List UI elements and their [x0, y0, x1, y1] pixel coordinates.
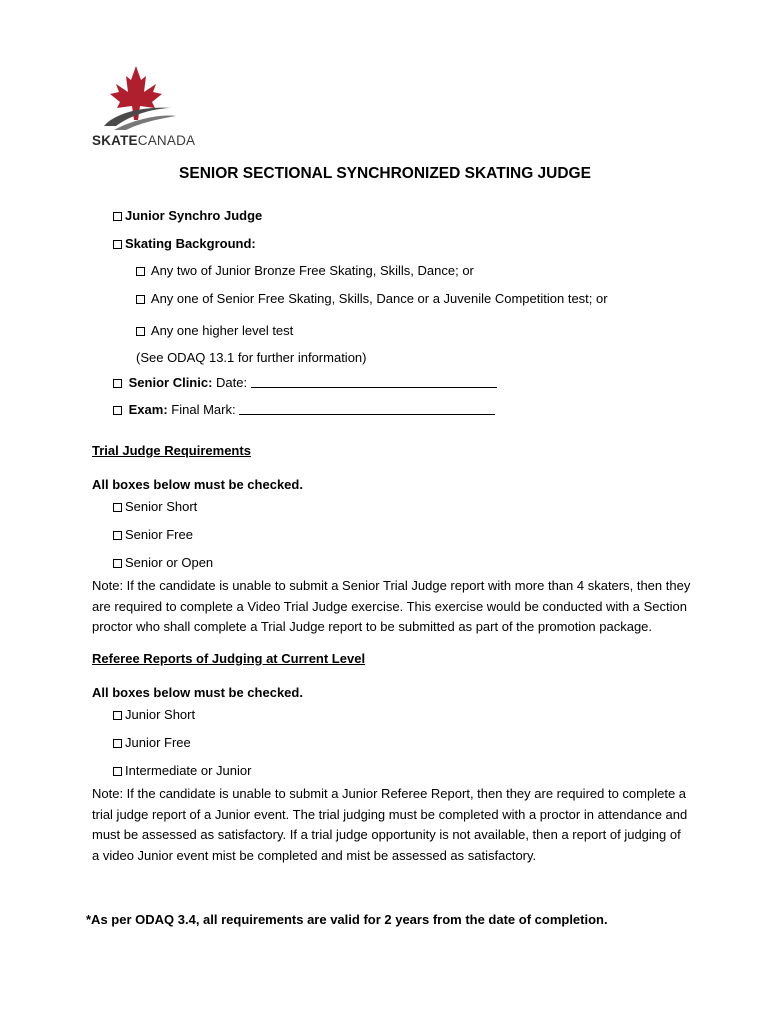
checkbox[interactable] [113, 406, 122, 415]
logo-wordmark: SKATECANADA [92, 133, 196, 148]
checkbox[interactable] [136, 327, 145, 336]
odaq-reference: (See ODAQ 13.1 for further information) [136, 350, 367, 365]
final-mark-label: Final Mark: [171, 402, 236, 417]
trial-judge-note: Note: If the candidate is unable to submit a Senior Trial Judge report with more than 4 skaters, then they are required to complete a Video Trial Judge exercise. This exercise would be conducted with a Section proctor who shall complete a Trial Judge report to be submitted as part of the promotion package. [92, 578, 691, 634]
checkbox[interactable] [113, 559, 122, 568]
item-label: Senior Free [125, 527, 193, 542]
referee-item-row[interactable] [113, 734, 191, 752]
referee-item-row[interactable] [113, 762, 251, 780]
checkbox-label: Skating Background: [125, 236, 256, 251]
background-option-row[interactable] [136, 262, 474, 280]
junior-synchro-checkbox-row[interactable] [113, 207, 262, 225]
exam-row[interactable] [113, 401, 495, 419]
checkbox-label: Junior Synchro Judge [125, 208, 263, 223]
checkbox[interactable] [136, 267, 145, 276]
skating-background-checkbox-row[interactable] [113, 235, 256, 253]
checkbox[interactable] [113, 212, 122, 221]
checkbox[interactable] [113, 767, 122, 776]
final-mark-blank-field[interactable] [239, 402, 495, 415]
skate-canada-logo [86, 62, 216, 150]
item-label: Intermediate or Junior [125, 763, 252, 778]
background-option-row[interactable] [136, 290, 608, 308]
background-option-row[interactable] [136, 322, 293, 340]
senior-clinic-row[interactable] [113, 374, 497, 392]
option-label: Any two of Junior Bronze Free Skating, Skills, Dance; or [150, 263, 474, 278]
checkbox[interactable] [113, 240, 122, 249]
checkbox[interactable] [113, 503, 122, 512]
checkbox[interactable] [113, 379, 122, 388]
trial-judge-heading: Trial Judge Requirements [92, 443, 251, 458]
item-label: Junior Short [125, 707, 196, 722]
checkbox[interactable] [113, 531, 122, 540]
trial-item-row[interactable] [113, 554, 213, 572]
referee-reports-heading: Referee Reports of Judging at Current Level [92, 651, 366, 666]
exam-label: Exam: [128, 402, 168, 417]
checkbox[interactable] [113, 711, 122, 720]
referee-reports-note: Note: If the candidate is unable to submit a Junior Referee Report, then they are required to complete a trial judge report of a Junior event. The trial judging must be completed with a proctor in attendance and must be assessed as satisfactory. If a trial judge opportunity is not available, then a report of judging of a video Junior event mist be completed and mist be assessed as satisfactory. [92, 786, 688, 863]
referee-item-row[interactable] [113, 706, 195, 724]
checkbox[interactable] [136, 295, 145, 304]
date-label: Date: [216, 375, 248, 390]
item-label: Junior Free [125, 735, 191, 750]
senior-clinic-label: Senior Clinic: [128, 375, 213, 390]
trial-item-row[interactable] [113, 526, 193, 544]
page-title: SENIOR SECTIONAL SYNCHRONIZED SKATING JUDGE [179, 165, 591, 182]
item-label: Senior or Open [125, 555, 214, 570]
option-label: Any one of Senior Free Skating, Skills, Dance or a Juvenile Competition test; or [150, 291, 608, 306]
date-blank-field[interactable] [251, 375, 497, 388]
trial-judge-instruction: All boxes below must be checked. [92, 477, 303, 492]
checkbox[interactable] [113, 739, 122, 748]
validity-footer-note: *As per ODAQ 3.4, all requirements are valid for 2 years from the date of completion. [86, 912, 608, 927]
trial-item-row[interactable] [113, 498, 197, 516]
option-label: Any one higher level test [150, 323, 294, 338]
item-label: Senior Short [125, 499, 198, 514]
maple-leaf-icon [86, 62, 216, 134]
referee-reports-instruction: All boxes below must be checked. [92, 685, 303, 700]
